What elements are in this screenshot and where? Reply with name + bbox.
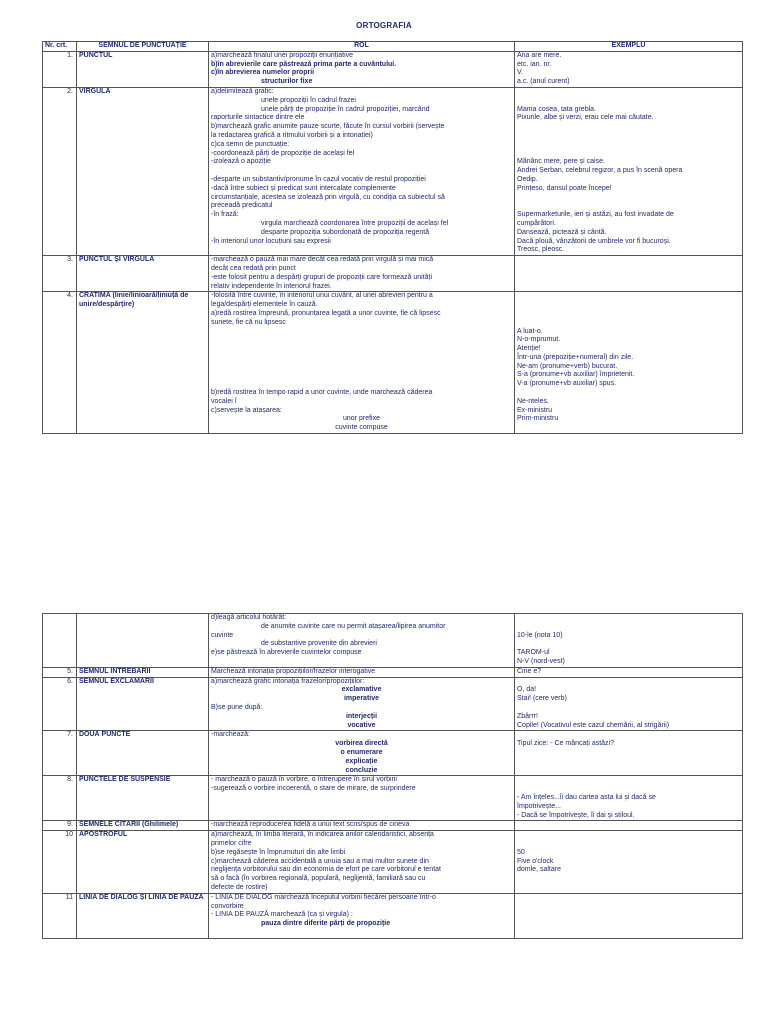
example-line: [517, 731, 740, 740]
role-cell: [209, 87, 515, 255]
table-row: [43, 821, 743, 831]
role-line: virgula marchează coordonarea între propoziții de același fel: [261, 219, 449, 227]
role-cell: [209, 821, 515, 831]
role-line: structurilor fixe: [261, 78, 313, 86]
example-line: [517, 97, 740, 106]
role-cell: [209, 831, 515, 894]
example-line: O, da!: [517, 686, 537, 694]
role-line: explicație: [345, 757, 378, 765]
punctuation-sign-name: LINIA DE DIALOG ȘI LINIA DE PAUZĂ: [77, 893, 209, 938]
role-line: [211, 794, 512, 803]
role-line: [211, 803, 512, 812]
example-cell: [515, 831, 743, 894]
role-line: a)marchează finalul unei propoziții enunțiative: [211, 51, 354, 59]
role-line: de substantive provenite din abrevieri: [261, 640, 377, 648]
example-cell: [515, 256, 743, 292]
example-line: [517, 301, 740, 310]
example-line: Stai! (cere verb): [517, 695, 567, 703]
role-line: să o facă (în vorbirea regională, populară, neglijentă, familiară sau cu: [211, 875, 426, 883]
punctuation-sign-name: SEMNUL ÎNTREBĂRII: [77, 667, 209, 677]
example-line: [517, 831, 740, 840]
role-cell: [209, 256, 515, 292]
role-line: Marchează intonația propozițiilor/frazelor interogative: [211, 667, 376, 675]
example-line: [517, 202, 740, 211]
table-row: [43, 87, 743, 255]
role-line: imperative: [343, 695, 380, 703]
table-row: [43, 831, 743, 894]
example-line: etc. ian. nr.: [517, 60, 552, 68]
example-line: Ne-am (pronume+verb) bucurat.: [517, 362, 618, 370]
example-line: Într-una (prepoziție+numeral) din zile.: [517, 353, 634, 361]
example-line: [517, 785, 740, 794]
role-cell: [209, 292, 515, 434]
role-line: d)leagă articolul hotărât:: [211, 614, 287, 621]
table-row: [43, 667, 743, 677]
example-line: Mănânc mere, pere și caise.: [517, 158, 605, 166]
role-line: [211, 363, 512, 372]
punctuation-table-page-2: [42, 613, 743, 939]
example-line: [517, 776, 740, 785]
role-cell: [209, 776, 515, 821]
role-line: a)marchează, în limba literară, în indicarea anilor calendaristici, absența: [211, 831, 434, 839]
role-line: b)marchează grafic anumite pauze scurte, făcute în cursul vorbirii (servește: [211, 123, 445, 131]
example-line: Cine e?: [517, 667, 542, 675]
table-row: [43, 893, 743, 938]
row-number: 10: [43, 831, 77, 894]
role-line: vorbirea directă: [335, 740, 388, 748]
punctuation-sign-name: DOUĂ PUNCTE: [77, 731, 209, 776]
example-line: [517, 319, 740, 328]
role-line: [211, 354, 512, 363]
role-line: -marchează reproducerea fidelă a unui text scris/spus de cineva: [211, 821, 410, 829]
row-number: 5.: [43, 667, 77, 677]
example-line: [517, 150, 740, 159]
example-line: N-V (nord-vest): [517, 657, 565, 665]
role-line: o enumerare: [340, 748, 383, 756]
example-cell: [515, 51, 743, 87]
example-line: - Dacă se împotrivește, îi dai și stiloul.: [517, 811, 635, 819]
role-line: - LINIA DE PAUZĂ marchează (ca și virgula) :: [211, 911, 353, 919]
role-line: B)se pune după:: [211, 703, 263, 711]
table-header-row: [43, 42, 743, 52]
example-line: [517, 194, 740, 203]
example-line: A luat-o.: [517, 327, 543, 335]
example-line: a.c. (anul curent): [517, 78, 570, 86]
role-line: a)marchează grafic intonația frazelor/propozițiilor:: [211, 677, 365, 685]
page-title: ORTOGRAFIA: [356, 21, 412, 30]
punctuation-sign-name: PUNCTUL: [77, 51, 209, 87]
example-cell: [515, 821, 743, 831]
role-line: - LINIA DE DIALOG marchează începutul vorbirii fiecărei persoane într-o: [211, 893, 436, 901]
row-number: 4.: [43, 292, 77, 434]
example-line: [517, 88, 740, 97]
table-row: [43, 51, 743, 87]
example-line: Prim-ministru: [517, 415, 559, 423]
punctuation-sign-name: PUNCTELE DE SUSPENSIE: [77, 776, 209, 821]
row-number: 8.: [43, 776, 77, 821]
row-number: 1.: [43, 51, 77, 87]
role-line: [211, 371, 512, 380]
role-line: b)se regăsește în împrumuturi din alte limbi: [211, 848, 346, 856]
header-semn: SEMNUL DE PUNCTUAȚIE: [77, 42, 209, 52]
example-line: TAROM-ul: [517, 649, 550, 657]
punctuation-sign-name: [77, 614, 209, 668]
example-line: Dansează, pictează și cântă.: [517, 228, 607, 236]
table-row: [43, 292, 743, 434]
role-line: preceadă predicatul: [211, 202, 273, 210]
punctuation-sign-name: SEMNELE CITĂRII (Ghilimele): [77, 821, 209, 831]
example-line: Five o'clock: [517, 857, 554, 865]
example-line: 10-le (nota 10): [517, 631, 563, 639]
example-cell: [515, 667, 743, 677]
example-line: [517, 310, 740, 319]
role-line: exclamative: [341, 686, 382, 694]
example-line: Ne-nteles.: [517, 397, 549, 405]
role-line: la redactarea grafică a ritmului vorbirii și a intonației): [211, 131, 373, 139]
example-line: Tipul zice: - Ce mâncați astăzi?: [517, 740, 614, 748]
example-line: [517, 141, 740, 150]
example-line: Dacă plouă, vânzătorii de umbrele vor fi bucuroși.: [517, 237, 671, 245]
example-line: cumpărători.: [517, 219, 556, 227]
example-line: S-a (pronume+vb auxiliar) împrietenit.: [517, 371, 635, 379]
punctuation-sign-name: SEMNUL EXCLAMĂRII: [77, 677, 209, 731]
example-line: Oedip.: [517, 175, 538, 183]
role-line: c)marchează căderea accidentală a unuia sau a mai multor sunete din: [211, 857, 429, 865]
example-cell: [515, 292, 743, 434]
example-line: Copile! (Vocativul este cazul chemării, al strigării): [517, 721, 670, 729]
row-number: [43, 614, 77, 668]
role-line: -desparte un substantiv/pronume în cazul vocativ de restul propoziției: [211, 175, 426, 183]
example-line: Ana are mere.: [517, 51, 562, 59]
example-line: 50: [517, 848, 525, 856]
row-number: 7.: [43, 731, 77, 776]
role-line: -marchează:: [211, 731, 250, 739]
example-line: [517, 840, 740, 849]
role-line: unor prefixe: [343, 415, 380, 423]
role-cell: [209, 667, 515, 677]
example-line: împotrivește...: [517, 802, 561, 810]
example-line: N-o-mprumut.: [517, 336, 561, 344]
role-line: [211, 336, 512, 345]
table-row: [43, 731, 743, 776]
role-line: desparte propoziția subordonată de propoziția regentă: [261, 228, 430, 236]
role-line: sunete, fie că nu lipsesc: [211, 318, 286, 326]
role-line: vocative: [347, 721, 376, 729]
role-line: relativ independente în interiorul frazei.: [211, 282, 332, 290]
role-line: [211, 380, 512, 389]
role-line: -în interiorul unor locuțiuni sau expresii: [211, 237, 331, 245]
example-line: Mama cosea, tata grebla.: [517, 105, 596, 113]
punctuation-table-page-1: [42, 41, 743, 434]
example-line: Treosc, pleosc.: [517, 246, 565, 254]
role-line: interjecții: [345, 712, 378, 720]
role-line: decât cea redată prin punct: [211, 264, 296, 272]
example-cell: [515, 731, 743, 776]
example-line: Andrei Șerban, celebrul regizor, a pus în scenă opera: [517, 167, 683, 175]
role-line: concluzie: [345, 766, 378, 774]
table-row: [43, 614, 743, 668]
table-row: [43, 256, 743, 292]
example-cell: [515, 677, 743, 731]
example-line: Pixurile, albe și verzi, erau cele mai căutate.: [517, 114, 654, 122]
example-line: V-a (pronume+vb auxiliar) spus.: [517, 380, 617, 388]
example-line: Prințeso, dansul poate începe!: [517, 184, 612, 192]
role-line: a)delimitează grafic:: [211, 87, 274, 95]
role-cell: [209, 731, 515, 776]
role-line: cuvinte compuse: [335, 424, 388, 432]
role-cell: [209, 51, 515, 87]
example-cell: [515, 614, 743, 668]
header-rol: ROL: [209, 42, 515, 52]
row-number: 3.: [43, 256, 77, 292]
role-line: neglijența vorbitorului sau din economia de efort pe care vorbitorul e tentat: [211, 866, 441, 874]
role-line: [211, 167, 512, 176]
role-line: defecte de rostire): [211, 883, 268, 891]
role-line: -coordonează părți de propoziție de același fel: [211, 149, 355, 157]
role-line: -izolează o apoziție: [211, 158, 271, 166]
role-line: convorbire: [211, 902, 244, 910]
header-nr: Nr. crt.: [43, 42, 77, 52]
row-number: 6.: [43, 677, 77, 731]
example-line: [517, 704, 740, 713]
example-line: Zbârrr!: [517, 712, 538, 720]
role-line: c)ca semn de punctuație:: [211, 140, 290, 148]
role-line: c)servește la atașarea:: [211, 406, 282, 414]
role-line: -dacă între subiect și predicat sunt intercalate complemente: [211, 184, 396, 192]
example-line: [517, 623, 740, 632]
punctuation-sign-name: APOSTROFUL: [77, 831, 209, 894]
role-line: pauza dintre diferite părți de propoziție: [261, 920, 391, 928]
role-line: [211, 929, 512, 938]
role-line: a)redă rostirea împreună, pronunțarea legată a unor cuvinte, fie că lipsesc: [211, 309, 441, 317]
role-line: circumstanțiale, acestea se izolează prin virgulă, cu condiția ca subiectul să: [211, 193, 445, 201]
role-cell: [209, 614, 515, 668]
role-line: - marchează o pauză în vorbire, o întrerupere în șirul vorbirii: [211, 776, 397, 784]
example-line: [517, 640, 740, 649]
role-line: raporturile sintactice dintre ele: [211, 114, 305, 122]
role-line: [211, 328, 512, 337]
example-line: domle, saltare: [517, 866, 561, 874]
example-cell: [515, 893, 743, 938]
row-number: 9.: [43, 821, 77, 831]
example-line: [517, 614, 740, 623]
role-line: -sugerează o vorbire incoerentă, o stare de mirare, de surprindere: [211, 785, 416, 793]
role-line: de anumite cuvinte care nu permit atașarea/lipirea anumitor: [261, 622, 446, 630]
example-cell: [515, 87, 743, 255]
role-cell: [209, 893, 515, 938]
example-line: Ex-ministru: [517, 406, 553, 414]
example-line: Atenție!: [517, 345, 541, 353]
role-line: unele propoziții în cadrul frazei: [261, 96, 356, 104]
role-line: lega/despărți elementele în cauză.: [211, 301, 318, 309]
role-line: -în frază:: [211, 211, 239, 219]
role-line: vocalei î: [211, 397, 237, 405]
role-line: -este folosit pentru a despărți grupuri de propoziții care formează unități: [211, 273, 433, 281]
role-line: e)se păstrează în abrevierile cuvintelor compuse: [211, 649, 362, 657]
example-line: [517, 132, 740, 141]
role-line: unele părți de propoziție în cadrul propoziției, marcând: [261, 105, 430, 113]
role-line: -marchează o pauză mai mare decât cea redată prin virgulă și mai mică: [211, 256, 434, 264]
role-line: cuvinte: [211, 631, 234, 639]
example-line: [517, 678, 740, 687]
punctuation-sign-name: CRATIMA (linie/linioară/liniuță de unire/despărțire): [77, 292, 209, 434]
role-line: b)redă rostirea în tempo rapid a unor cuvinte, unde marchează căderea: [211, 389, 433, 397]
example-line: V.: [517, 69, 523, 77]
example-line: [517, 292, 740, 301]
role-line: primelor cifre: [211, 839, 252, 847]
role-line: c)în abrevierea numelor proprii: [211, 69, 315, 77]
header-exemplu: EXEMPLU: [515, 42, 743, 52]
example-line: [517, 123, 740, 132]
row-number: 11: [43, 893, 77, 938]
role-line: -folosită între cuvinte, în interiorul unui cuvânt, al unei abrevieri pentru a: [211, 292, 433, 300]
role-cell: [209, 677, 515, 731]
punctuation-sign-name: VIRGULA: [77, 87, 209, 255]
row-number: 2.: [43, 87, 77, 255]
table-row: [43, 776, 743, 821]
table-row: [43, 677, 743, 731]
role-line: b)în abrevierile care păstrează prima parte a cuvântului.: [211, 60, 397, 68]
punctuation-sign-name: PUNCTUL ȘI VIRGULA: [77, 256, 209, 292]
role-line: [211, 345, 512, 354]
example-line: [517, 389, 740, 398]
example-cell: [515, 776, 743, 821]
example-line: - Am înțeles...îi dau cartea asta lui și dacă se: [517, 793, 656, 801]
example-line: Supermarketurile, ieri și astăzi, au fost invadate de: [517, 211, 674, 219]
